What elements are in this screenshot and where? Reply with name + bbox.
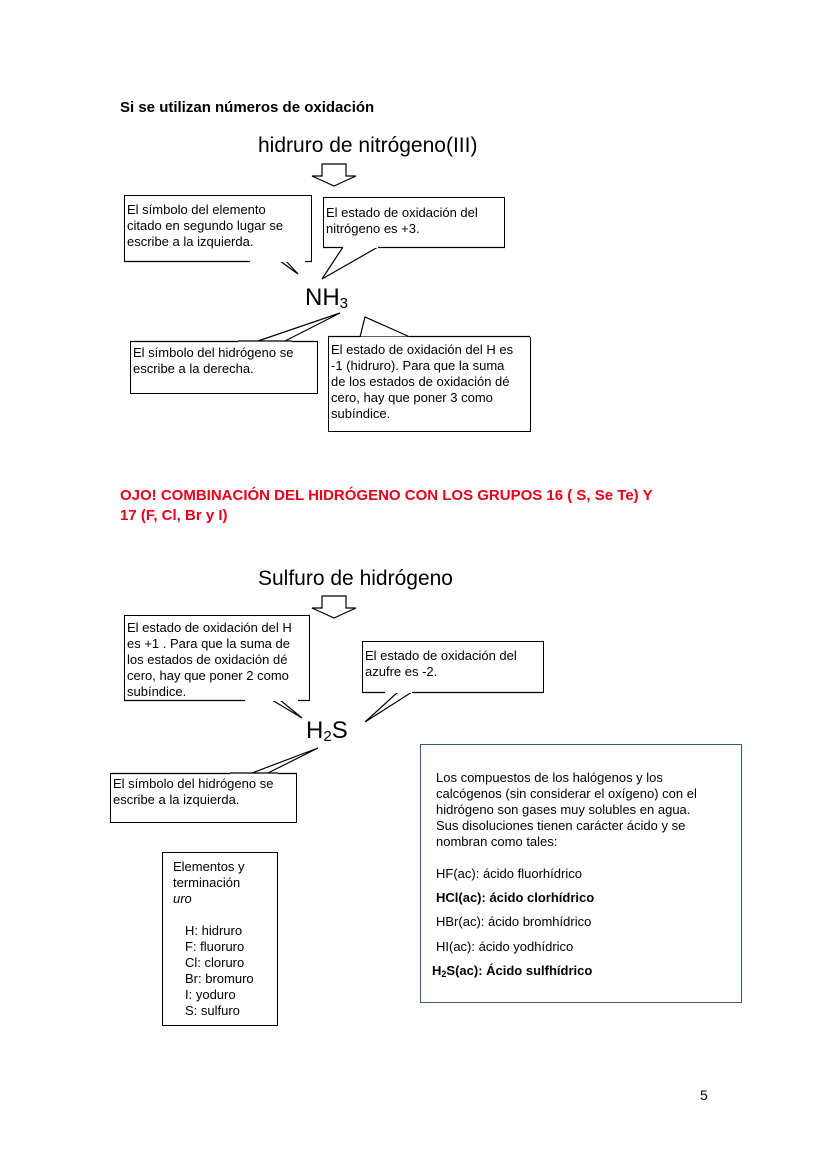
ending-item: I: yoduro <box>185 987 236 1002</box>
compound-name-sulfur: Sulfuro de hidrógeno <box>258 567 453 590</box>
callout-hydrogen-subscript: El estado de oxidación del H es +1 . Para que la suma de los estados de oxidación dé cero, hay que poner 2 como subíndice. <box>124 615 310 701</box>
warning-heading: OJO! COMBINACIÓN DEL HIDRÓGENO CON LOS GRUPOS 16 ( S, Se Te) Y 17 (F, Cl, Br y I) <box>120 487 653 524</box>
callout-hydrogen-right: El símbolo del hidrógeno se escribe a la derecha. <box>130 342 318 394</box>
acid-item: HCl(ac): ácido clorhídrico <box>436 890 595 905</box>
callout-element-order: El símbolo del elemento citado en segundo lugar se escribe a la izquierda. <box>124 195 312 262</box>
ending-item: S: sulfuro <box>185 1003 240 1018</box>
callout-hydride-oxidation: El estado de oxidación del H es -1 (hidruro). Para que la suma de los estados de oxidación dé cero, hay que poner 3 como subíndice. <box>328 337 531 432</box>
formula-subscript: 3 <box>339 295 349 312</box>
acid-item: HI(ac): ácido yodhídrico <box>436 939 574 954</box>
section-heading: Si se utilizan números de oxidación <box>120 99 375 116</box>
page-number: 5 <box>700 1087 708 1103</box>
formula-symbol: NH <box>305 284 340 311</box>
callout-nitrogen-oxidation: El estado de oxidación del nitrógeno es +3. <box>323 197 505 248</box>
ending-item: F: fluoruro <box>185 939 245 954</box>
acid-item-h2s: $H_2S(ac)$: Ácido sulfhídrico <box>432 963 593 979</box>
ending-item: Br: bromuro <box>185 971 254 986</box>
callout-sulfur-oxidation: El estado de oxidación del azufre es -2. <box>362 641 544 693</box>
acid-item: HBr(ac): ácido bromhídrico <box>436 914 592 929</box>
acids-info-box: Los compuestos de los halógenos y los calcógenos (sin considerar el oxígeno) con el hidrógeno son gases muy solubles en agua. Sus disoluciones tienen carácter ácido y se nombran como tales: HF(ac): ácido fluorhídrico HCl(ac): ácido clorhídrico HBr(ac): ácido bromhídrico HI(ac): ácido yodhídrico $H_2S(ac)$: Ácido sulfhídrico <box>420 744 742 1003</box>
ending-item: H: hidruro <box>185 923 243 938</box>
ending-item: Cl: cloruro <box>185 955 245 970</box>
formula-h2s: $H_2S$ <box>306 717 348 745</box>
callout-hydrogen-left: El símbolo del hidrógeno se escribe a la izquierda. <box>110 774 297 823</box>
compound-name-nitrogen: hidruro de nitrógeno(III) <box>258 134 478 157</box>
acid-item: HF(ac): ácido fluorhídrico <box>436 866 582 881</box>
endings-box: Elementos y terminación uro H: hidruro F: fluoruro Cl: cloruro Br: bromuro I: yoduro S: sulfuro <box>162 852 278 1026</box>
